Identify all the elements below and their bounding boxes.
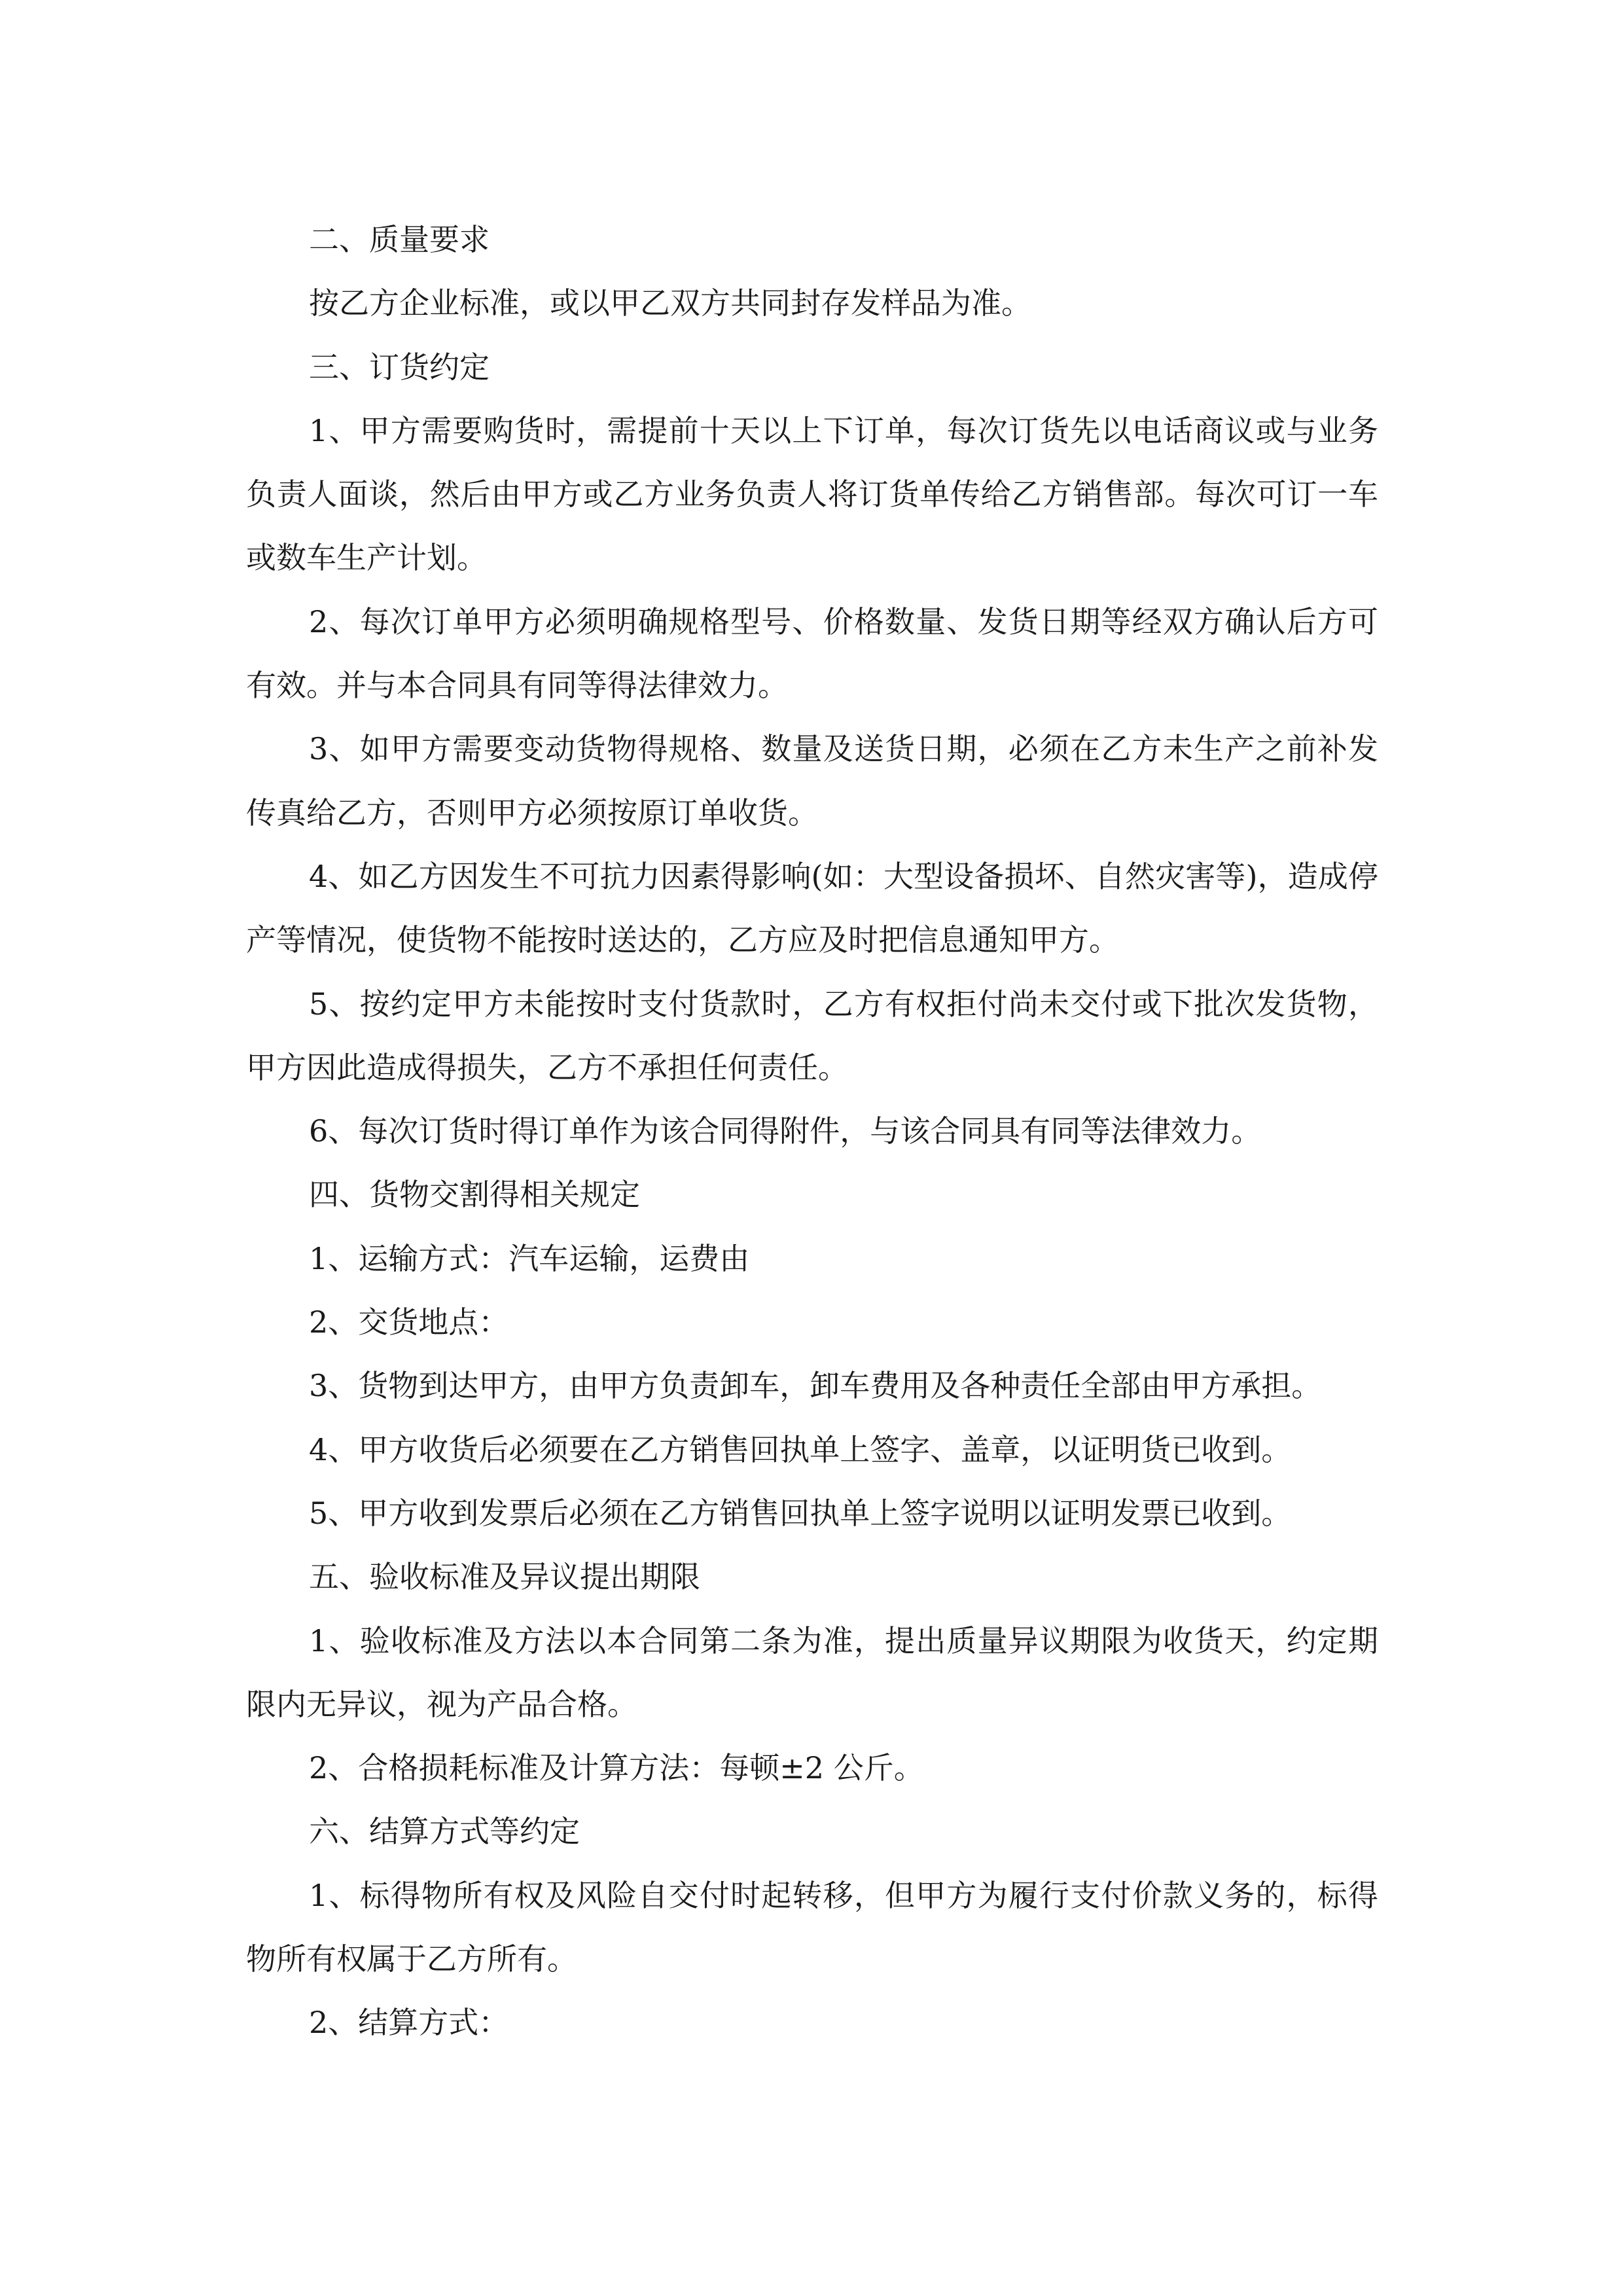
section-heading-acceptance: 五、验收标准及异议提出期限 [309, 1559, 700, 1595]
paragraph: 5、按约定甲方未能按时支付货款时，乙方有权拒付尚未交付或下批次发货物，甲方因此造成得损失，乙方不承担任何责任。 [246, 986, 1378, 1085]
paragraph: 按乙方企业标准，或以甲乙双方共同封存发样品为准。 [309, 285, 1031, 321]
paragraph: 4、如乙方因发生不可抗力因素得影响(如：大型设备损坏、自然灾害等)，造成停产等情况，使货物不能按时送达的，乙方应及时把信息通知甲方。 [246, 858, 1378, 958]
paragraph: 3、如甲方需要变动货物得规格、数量及送货日期，必须在乙方未生产之前补发传真给乙方，否则甲方必须按原订单收货。 [246, 731, 1378, 831]
section-heading-quality: 二、质量要求 [309, 222, 490, 257]
document-body [246, 208, 1378, 2055]
paragraph: 2、交货地点： [309, 1304, 509, 1340]
paragraph: 1、验收标准及方法以本合同第二条为准，提出质量异议期限为收货天，约定期限内无异议，视为产品合格。 [246, 1623, 1378, 1722]
paragraph: 3、货物到达甲方，由甲方负责卸车，卸车费用及各种责任全部由甲方承担。 [309, 1368, 1322, 1404]
paragraph: 5、甲方收到发票后必须在乙方销售回执单上签字说明以证明发票已收到。 [309, 1495, 1292, 1531]
section-heading-ordering: 三、订货约定 [309, 349, 490, 385]
paragraph: 2、结算方式： [309, 2005, 509, 2041]
section-heading-settlement: 六、结算方式等约定 [309, 1814, 580, 1850]
paragraph: 1、运输方式：汽车运输，运费由 [309, 1240, 750, 1276]
paragraph: 6、每次订货时得订单作为该合同得附件，与该合同具有同等法律效力。 [309, 1113, 1262, 1149]
paragraph: 1、甲方需要购货时，需提前十天以上下订单，每次订货先以电话商议或与业务负责人面谈，然后由甲方或乙方业务负责人将订货单传给乙方销售部。每次可订一车或数车生产计划。 [246, 412, 1378, 576]
paragraph: 2、每次订单甲方必须明确规格型号、价格数量、发货日期等经双方确认后方可有效。并与本合同具有同等得法律效力。 [246, 603, 1378, 704]
paragraph: 4、甲方收货后必须要在乙方销售回执单上签字、盖章，以证明货已收到。 [309, 1431, 1292, 1467]
paragraph: 2、合格损耗标准及计算方法：每顿±2 公斤。 [309, 1750, 924, 1786]
paragraph: 1、标得物所有权及风险自交付时起转移，但甲方为履行支付价款义务的，标得物所有权属于乙方所有。 [246, 1877, 1378, 1977]
section-heading-delivery: 四、货物交割得相关规定 [309, 1177, 640, 1213]
